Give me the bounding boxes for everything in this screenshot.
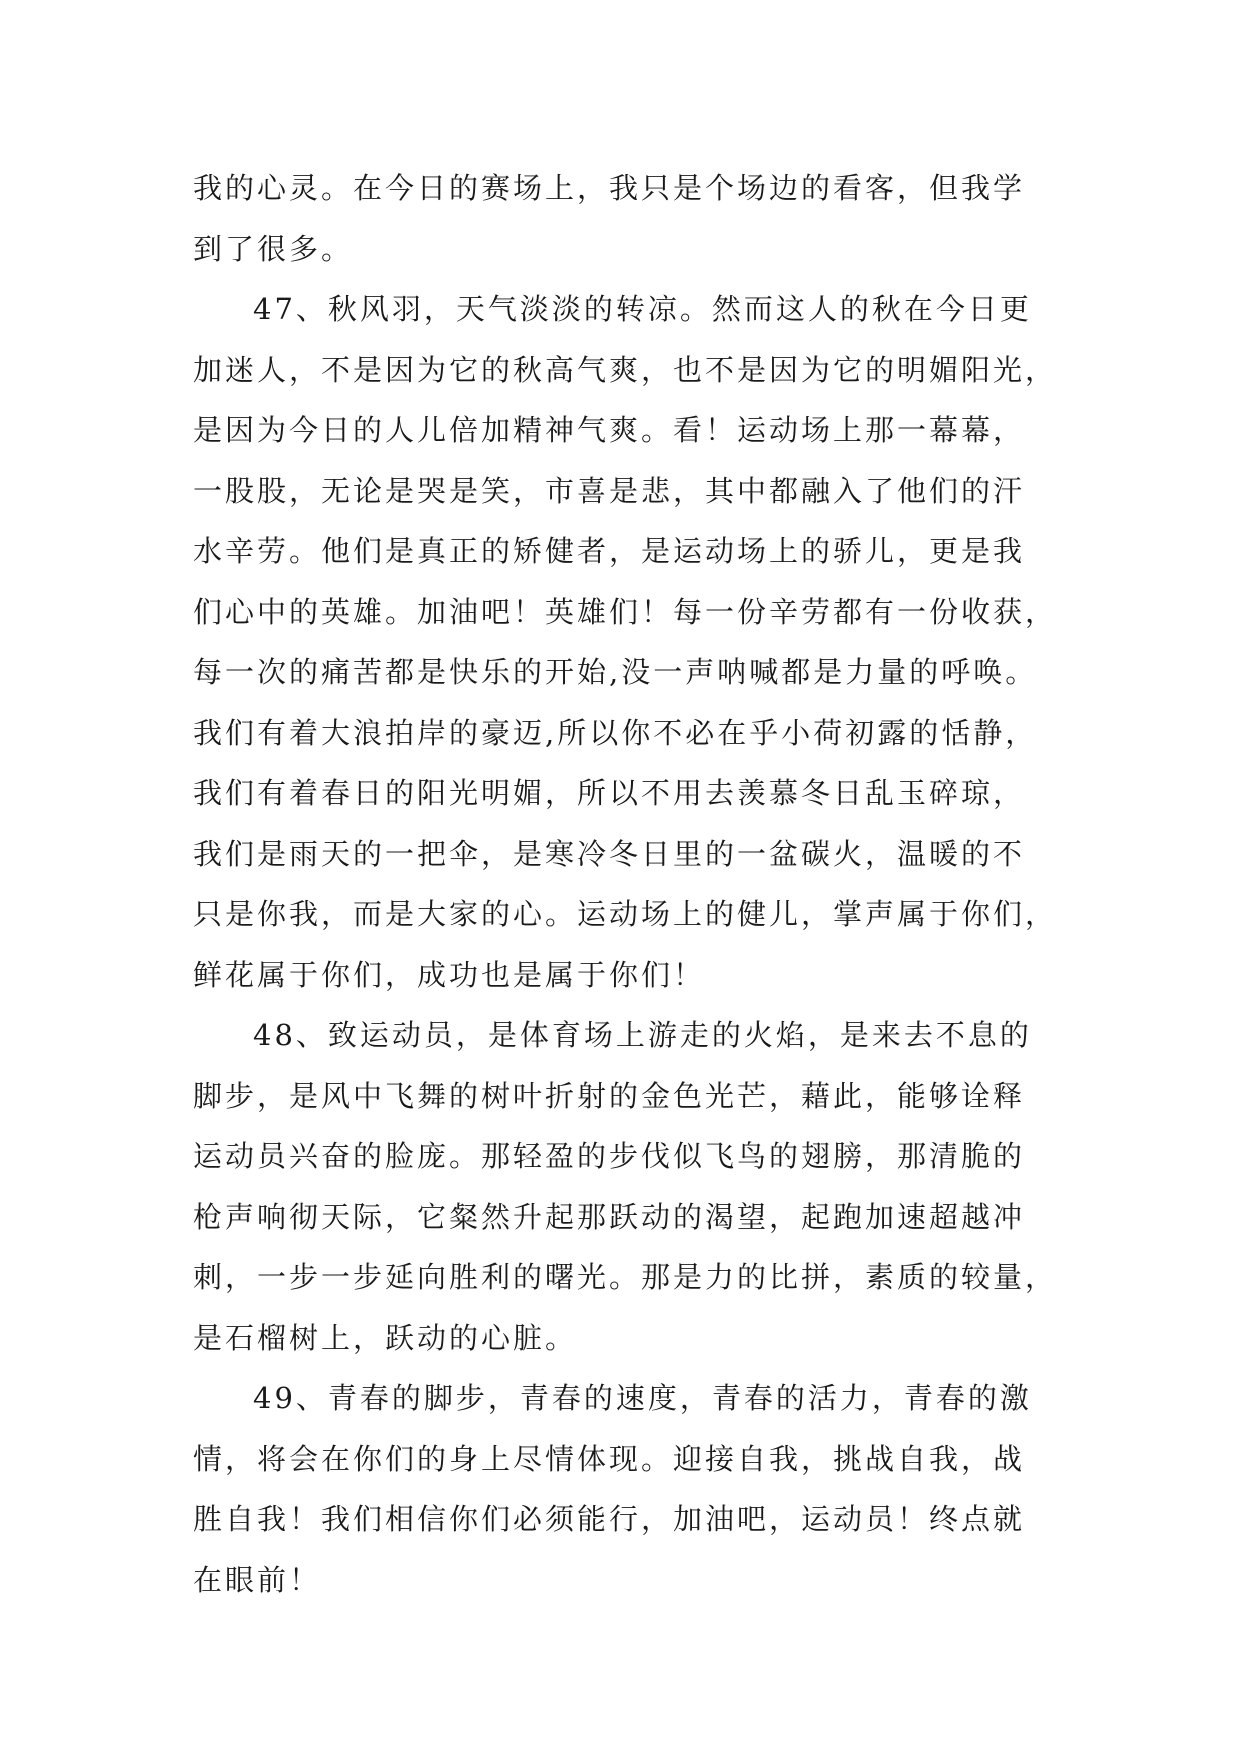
text-line: 胜自我！我们相信你们必须能行，加油吧，运动员！终点就 xyxy=(193,1502,1026,1536)
text-line: 到了很多。 xyxy=(193,231,354,266)
text-line: 47、秋风羽，天气淡淡的转凉。然而这人的秋在今日更 xyxy=(253,292,1032,326)
text-line: 每一次的痛苦都是快乐的开始,没一声呐喊都是力量的呼唤。 xyxy=(193,655,1038,689)
text-line: 是因为今日的人儿倍加精神气爽。看！运动场上那一幕幕， xyxy=(193,413,1026,447)
text-line: 情，将会在你们的身上尽情体现。迎接自我，挑战自我，战 xyxy=(193,1441,1026,1476)
text-line: 枪声响彻天际，它粲然升起那跃动的渴望，起跑加速超越冲 xyxy=(193,1199,1026,1234)
text-line: 我们有着春日的阳光明媚，所以不用去羡慕冬日乱玉碎琼， xyxy=(193,776,1026,810)
text-line: 们心中的英雄。加油吧！英雄们！每一份辛劳都有一份收获， xyxy=(193,594,1058,629)
text-line: 只是你我，而是大家的心。运动场上的健儿，掌声属于你们， xyxy=(193,897,1058,931)
paragraph-intro-tail xyxy=(193,158,1049,279)
text-line: 我们有着大浪拍岸的豪迈,所以你不必在乎小荷初露的恬静， xyxy=(193,715,1038,750)
text-line: 运动员兴奋的脸庞。那轻盈的步伐似飞鸟的翅膀，那清脆的 xyxy=(193,1139,1026,1173)
text-line: 加迷人，不是因为它的秋高气爽，也不是因为它的明媚阳光， xyxy=(193,352,1058,387)
text-line: 我的心灵。在今日的赛场上，我只是个场边的看客，但我学 xyxy=(193,171,1026,205)
text-line: 水辛劳。他们是真正的矫健者，是运动场上的骄儿，更是我 xyxy=(193,534,1026,568)
document-body xyxy=(193,158,1058,1610)
text-line: 一股股，无论是哭是笑，市喜是悲，其中都融入了他们的汗 xyxy=(193,473,1026,508)
paragraph-49 xyxy=(193,1368,1049,1610)
text-line: 鲜花属于你们，成功也是属于你们！ xyxy=(193,957,706,992)
paragraph-47 xyxy=(193,279,1058,1005)
text-line: 49、青春的脚步，青春的速度，青春的活力，青春的激 xyxy=(253,1381,1032,1415)
text-line: 48、致运动员，是体育场上游走的火焰，是来去不息的 xyxy=(253,1018,1032,1052)
text-line: 在眼前！ xyxy=(193,1562,322,1597)
text-line: 脚步，是风中飞舞的树叶折射的金色光芒，藉此，能够诠释 xyxy=(193,1078,1026,1113)
text-line: 我们是雨天的一把伞，是寒冷冬日里的一盆碳火，温暖的不 xyxy=(193,836,1026,871)
text-line: 是石榴树上，跃动的心脏。 xyxy=(193,1320,578,1355)
paragraph-48 xyxy=(193,1005,1058,1368)
text-line: 刺，一步一步延向胜利的曙光。那是力的比拼，素质的较量， xyxy=(193,1260,1058,1294)
